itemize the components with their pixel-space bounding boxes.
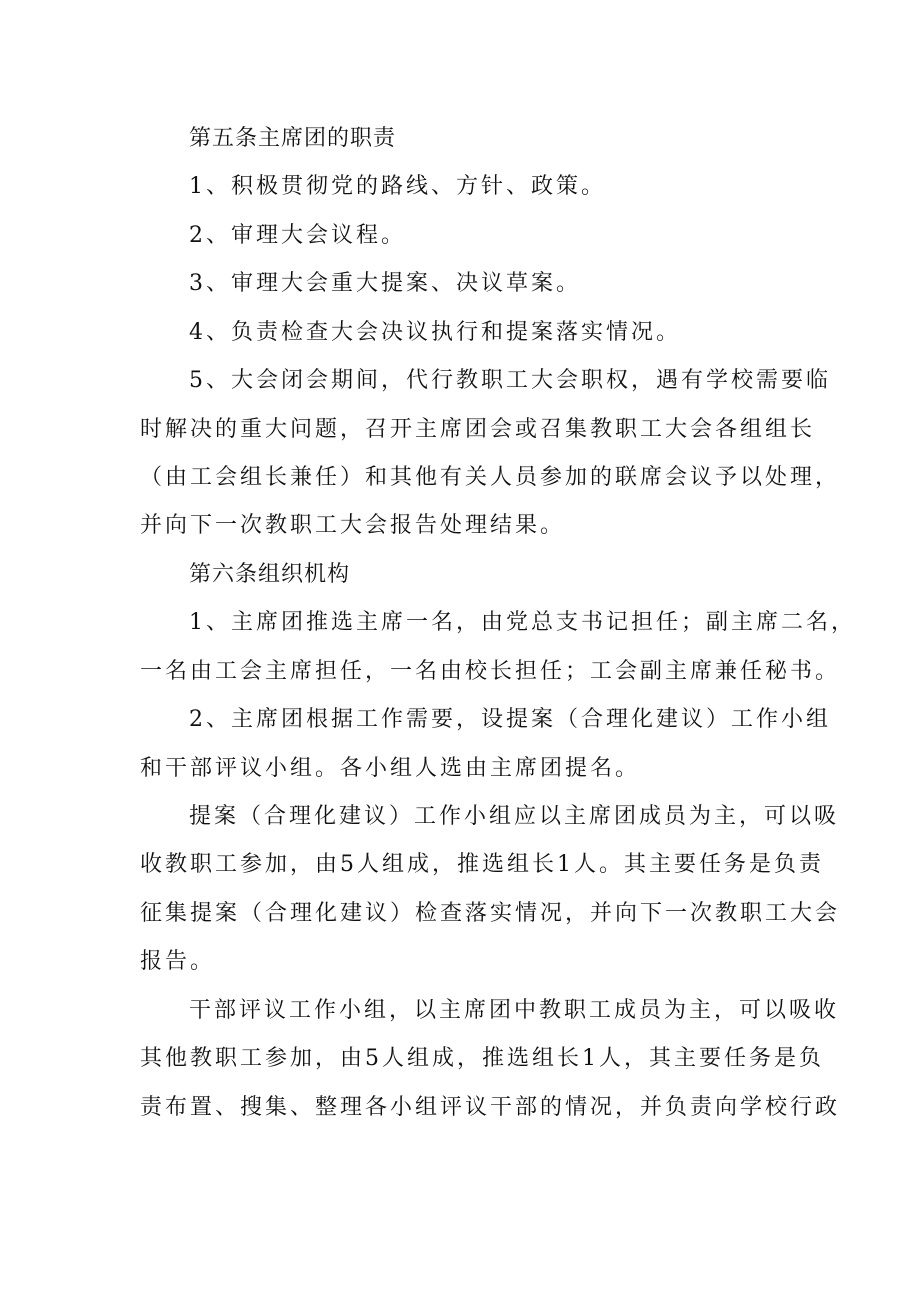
paragraph-line: 责布置、搜集、整理各小组评议干部的情况，并负责向学校行政: [140, 1095, 841, 1120]
paragraph-line: （由工会组长兼任）和其他有关人员参加的联席会议予以处理，: [140, 465, 841, 490]
article-6-heading: 第六条组织机构: [189, 562, 351, 587]
paragraph-line: 时解决的重大问题，召开主席团会或召集教职工大会各组组长: [140, 417, 816, 442]
paragraph-line: 提案（合理化建议）工作小组应以主席团成员为主，可以吸: [189, 804, 840, 829]
paragraph-line: 征集提案（合理化建议）检查落实情况，并向下一次教职工大会: [140, 901, 841, 926]
paragraph-line: 1、积极贯彻党的路线、方针、政策。: [189, 174, 606, 199]
paragraph-line: 3、审理大会重大提案、决议草案。: [189, 271, 581, 296]
paragraph-line: 收教职工参加，由5人组成，推选组长1人。其主要任务是负责: [140, 852, 824, 877]
paragraph-line: 1、主席团推选主席一名，由党总支书记担任；副主席二名，: [189, 610, 856, 635]
paragraph-line: 干部评议工作小组，以主席团中教职工成员为主，可以吸收: [189, 998, 840, 1023]
paragraph-line: 报告。: [140, 949, 216, 974]
paragraph-line: 并向下一次教职工大会报告处理结果。: [140, 513, 566, 538]
article-5-heading: 第五条主席团的职责: [189, 126, 397, 151]
paragraph-line: 和干部评议小组。各小组人选由主席团提名。: [140, 756, 641, 781]
paragraph-line: 4、负责检查大会决议执行和提案落实情况。: [189, 320, 681, 345]
paragraph-line: 2、主席团根据工作需要，设提案（合理化建议）工作小组: [189, 707, 831, 732]
paragraph-line: 一名由工会主席担任，一名由校长担任；工会副主席兼任秘书。: [140, 659, 841, 684]
paragraph-line: 其他教职工参加，由5人组成，推选组长1人，其主要任务是负: [140, 1046, 824, 1071]
paragraph-line: 2、审理大会议程。: [189, 223, 406, 248]
paragraph-line: 5、大会闭会期间，代行教职工大会职权，遇有学校需要临: [189, 368, 831, 393]
